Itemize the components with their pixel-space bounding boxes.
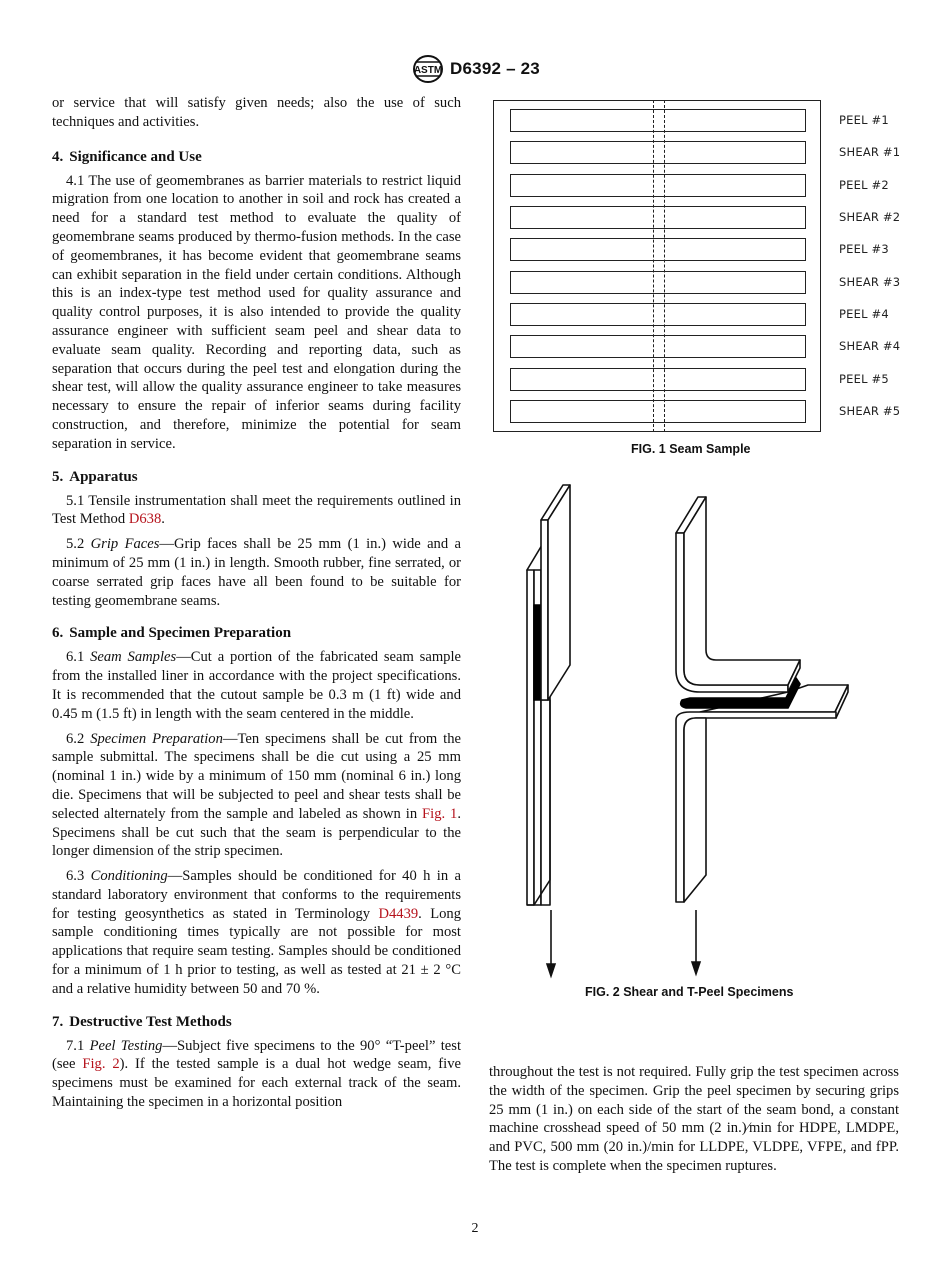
strip-peel-1 [510,109,806,132]
strip-peel-5 [510,368,806,391]
strip-peel-3 [510,238,806,261]
figure-2-shear-tpeel-specimens [510,480,850,980]
figure-2-caption: FIG. 2 Shear and T-Peel Specimens [585,985,794,999]
label-shear-3: SHEAR #3 [839,275,901,289]
seam-line-left [653,100,654,432]
link-fig-2[interactable]: Fig. 2 [82,1056,120,1073]
label-shear-1: SHEAR #1 [839,145,901,159]
svg-text:ASTM: ASTM [413,65,443,76]
section-4-heading: 4. Significance and Use [52,148,202,165]
tpeel-pull-arrow-icon [692,910,700,974]
link-fig-1[interactable]: Fig. 1 [422,805,458,822]
tpeel-specimen-drawing [676,497,848,902]
strip-shear-5 [510,400,806,423]
label-peel-3: PEEL #3 [839,242,889,256]
right-column-text [489,1063,899,1182]
paragraph-5-1: 5.1 Tensile instrumentation shall meet the requirements outlined in Test Method D638. [52,492,461,528]
label-shear-5: SHEAR #5 [839,404,901,418]
paragraph-6-3: 6.3 Conditioning—Samples should be conditioned for 40 h in a standard laboratory environment that conforms to the requirements for testing geosynthetics as stated in Terminology D4439. Long sample conditioning times typically are not possible for most applications that require seam testing. Samples should be conditioned for a minimum of 1 h prior to testing, as well as tested at 21 ± 2 °C and a relative humidity between 50 and 70 %. [52,868,462,997]
link-d638[interactable]: D638 [128,511,162,528]
section-6-heading: 6. Sample and Specimen Preparation [52,625,292,642]
strip-peel-4 [510,303,806,326]
strip-shear-4 [510,335,806,358]
paragraph-6-2: 6.2 Specimen Preparation—Ten specimens shall be cut from the sample submittal. The specimens shall be die cut using a 25 mm (nominal 1 in.) wide by a minimum of 150 mm (nominal 6 in.) long die. Specimens that will be subjected to peel and shear tests shall be selected alternately from the sample and labeled as shown in Fig. 1. Specimens shall be cut such that the seam is perpendicular to the longer dimension of the strip specimen. [52,730,462,860]
paragraph-7-1: 7.1 Peel Testing—Subject five specimens to the 90° “T-peel” test (see Fig. 2). If the tested sample is a dual hot wedge seam, five specimens must be examined for each external track of the seam. Maintaining the specimen in a horizontal position [52,1037,462,1111]
shear-pull-arrow-icon [547,910,555,976]
label-peel-1: PEEL #1 [839,113,889,127]
figure-1-caption: FIG. 1 Seam Sample [631,442,751,456]
paragraph-6-1: 6.1 Seam Samples—Cut a portion of the fabricated seam sample from the installed liner in accordance with the project specifications. It is recommended that the cutout sample be 0.3 m (1 ft) wide and 0.45 m (1.5 ft) in length with the seam centered in the middle. [52,649,462,722]
label-shear-4: SHEAR #4 [839,339,901,353]
paragraph-5-2: 5.2 Grip Faces—Grip faces shall be 25 mm (1 in.) wide and a minimum of 25 mm (1 in.) in length. Smooth rubber, fine serrated, or coarse serrated grip faces have all been found to be suitable for testing geomembrane seams. [52,536,462,609]
shear-specimen-drawing [527,485,570,905]
link-d4439[interactable]: D4439 [378,905,419,922]
page-header [0,52,950,86]
strip-shear-3 [510,271,806,294]
section-5-heading: 5. Apparatus [52,468,138,485]
paragraph-4-1: 4.1 The use of geomembranes as barrier materials to restrict liquid migration from one location to another in soil and rock has created a need for a standard test method to evaluate the quality of geomembrane seams produced by thermo-fusion methods. In the case of geomembranes, it has become evident that geomembrane seams can exhibit separation in the field under certain conditions. Although this is an index-type test method used for quality assurance and quality control purposes, it is also intended to provide the quality assurance engineer with sufficient seam peel and shear data to evaluate seam quality. Recording and reporting data, such as separation that occurs during the peel test and elongation during the shear test, will allow the quality assurance engineer to take measures necessary to ensure the repair of inferior seams during facility construction, and therefore, minimize the potential for seam separation in service. [52,172,461,452]
strip-shear-2 [510,206,806,229]
figure-1-seam-sample [490,96,910,436]
strip-peel-2 [510,174,806,197]
astm-logo-icon [410,54,446,84]
left-column [52,94,461,1118]
paragraph-7-1-continued: throughout the test is not required. Fully grip the test specimen across the width of the specimen. Grip the peel specimen by securing grips 25 mm (1 in.) on each side of the start of the seam bond, a constant machine crosshead speed of 50 mm (2 in.)⁄min for HDPE, LMDPE, and PVC, 500 mm (20 in.)/min for LLDPE, VLDPE, VFPE, and fPP. The test is complete when the specimen ruptures. [489,1064,899,1174]
label-peel-2: PEEL #2 [839,178,889,192]
document-id: D6392 – 23 [450,59,540,78]
strip-shear-1 [510,141,806,164]
label-peel-4: PEEL #4 [839,307,889,321]
section-7-heading: 7. Destructive Test Methods [52,1013,232,1030]
seam-line-right [664,100,665,432]
page-number: 2 [471,1221,479,1236]
label-peel-5: PEEL #5 [839,372,889,386]
label-shear-2: SHEAR #2 [839,210,901,224]
intro-continuation: or service that will satisfy given needs; also the use of such techniques and activities. [52,95,461,130]
